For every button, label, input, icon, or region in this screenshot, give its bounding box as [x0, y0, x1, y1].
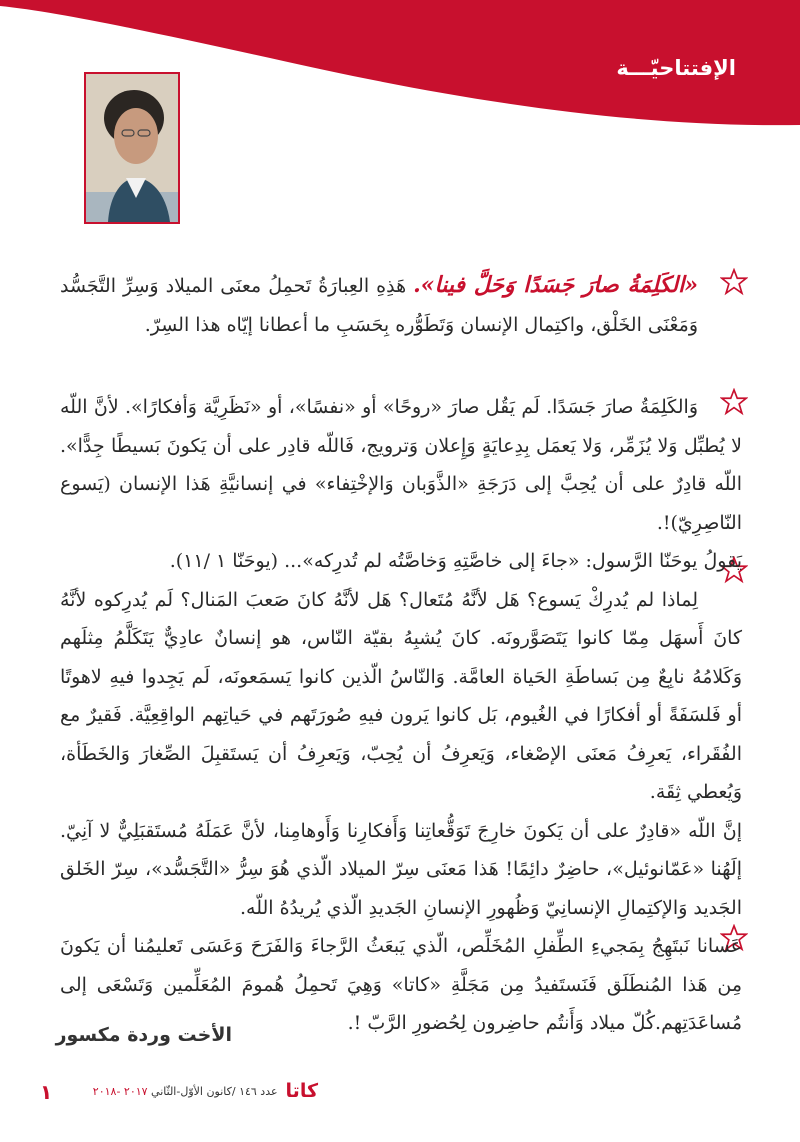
paragraph-5: إنَّ اللّه «قادِرٌ على أن يَكونَ خارِجَ تَوَقُّعاتِنا وَأَفكارِنا وَأَوهامِنا، لأنَّ عَمَلَهُ مُستَقبَلِيٌّ لا آنِيّ. إلَهُنا «عَمّانوئيل»، حاضِرٌ دائِمًا! هَذا مَعنَى سِرّ الميلاد الّذي هُوَ سِرُّ «التَّجَسُّد»، سِرّ الخَلق الجَديد وَالإكتِمالِ الإنسانِيّ وَظُهورِ الإنسانِ الجَديدِ الّذي يُريدُهُ اللّه. — [60, 819, 742, 919]
editorial-article — [60, 266, 742, 1043]
paragraph-4: لِماذا لم يُدرِكْ يَسوع؟ هَل لأنَّهُ مُتَعال؟ هَل لأنَّهُ كانَ صَعبَ المَنال؟ لَم يُدرِكوه لأنَّهُ كانَ أَسهَل مِمّا كانوا يَتَصَوَّرونَه. كانَ يُشبِهُ بقيّة النّاس، هو إنسانٌ عادِيٌّ يَتَكَلَّمُ مِثلَهم وَكَلامُهُ نابِعٌ مِن بَساطَةِ الحَياة العامَّة. وَالنّاسُ الّذين كانوا يَسمَعونَه، لَم يَجِدوا فيهِ لاهوتًا أو فَلسَفَةً أو أفكارًا في الغُيوم، بَل كانوا يَرون فيهِ صُورَتَهم في حَياتِهم الواقِعِيَّة. فَقيرٌ مع الفُقَراء، يَعرِفُ مَعنَى الإصْغاء، وَيَعرِفُ أن يُحِبّ، وَيَعرِفُ أن يَستَقبِلَ الصِّغارَ وَالخَطَأة، وَيُعطي ثِقَة. — [60, 588, 742, 803]
paragraph-2: وَالكَلِمَةُ صارَ جَسَدًا. لَم يَقُل صارَ «روحًا» أو «نفسًا»، أو «نَظَرِيَّة وَأفكارًا». لأنَّ اللّه لا يُطبِّل وَلا يُزَمِّر، وَلا يَعمَل بِدِعايَةٍ وَإِعلان وَترويج، فَاللّه قادِر على أن يَكونَ بَسيطًا جِدًّا». اللّه قادِرٌ على أن يُحِبَّ إلى دَرَجَةِ «الذَّوَبان وَالإخْتِفاء» في إنسانيَّةِ هَذا الإنسان (يَسوع النّاصِرِيّ)!. — [60, 396, 742, 534]
author-signature: الأخت وردة مكسور — [55, 1024, 232, 1046]
paragraph-1-text: هَذِهِ العِبارَةُ تَحمِلُ معنَى الميلاد وَسِرِّ التَّجَسُّد وَمَعْنَى الخَلْق، واكتِمال الإنسان وَتَطَوُّره بِحَسَبِ ما أعطانا إيّاه هذا السِرّ. — [60, 275, 698, 336]
paragraph-3: يَقولُ يوحَنّا الرَّسول: «جاءَ إلى خاصَّتِهِ وَخاصَّتُه لم تُدرِكه»... (يوحَنّا ١ /١١). — [169, 550, 742, 572]
page-footer — [58, 1078, 318, 1104]
magazine-name: كاتا — [285, 1080, 318, 1102]
issue-info: عدد ١٤٦ /كانون الأوّل-الثّاني ٢٠١٧ -٢٠١٨ — [92, 1084, 278, 1098]
paragraph-1 — [60, 266, 742, 344]
section-title: الإفتتاحيّـــة — [616, 56, 736, 80]
lead-quote: «الكَلِمَةُ صارَ جَسَدًا وَحَلَّ فينا». — [413, 272, 698, 298]
author-photo — [84, 72, 180, 224]
page-number: ١ — [40, 1080, 53, 1104]
issue-years: ٢٠١٧ -٢٠١٨ — [92, 1084, 148, 1098]
paragraph-6: عَسانا نَبتَهِجُ بِمَجيءِ الطِّفلِ المُخَلِّص، الّذي يَبعَثُ الرَّجاءَ وَالفَرَحَ وَعَسَى تَعليمُنا أن يَكونَ مِن هَذا المُنطَلَق فَنَستَفيدُ مِن مَجَلَّةِ «كاتا» وَهِيَ تَحمِلُ هُمومَ المُعَلِّمين وَتَسْعَى إلى مُساعَدَتِهم.كُلّ ميلاد وَأَنتُم حاضِرون لِحُضورِ الرَّبّ !. — [60, 935, 742, 1034]
